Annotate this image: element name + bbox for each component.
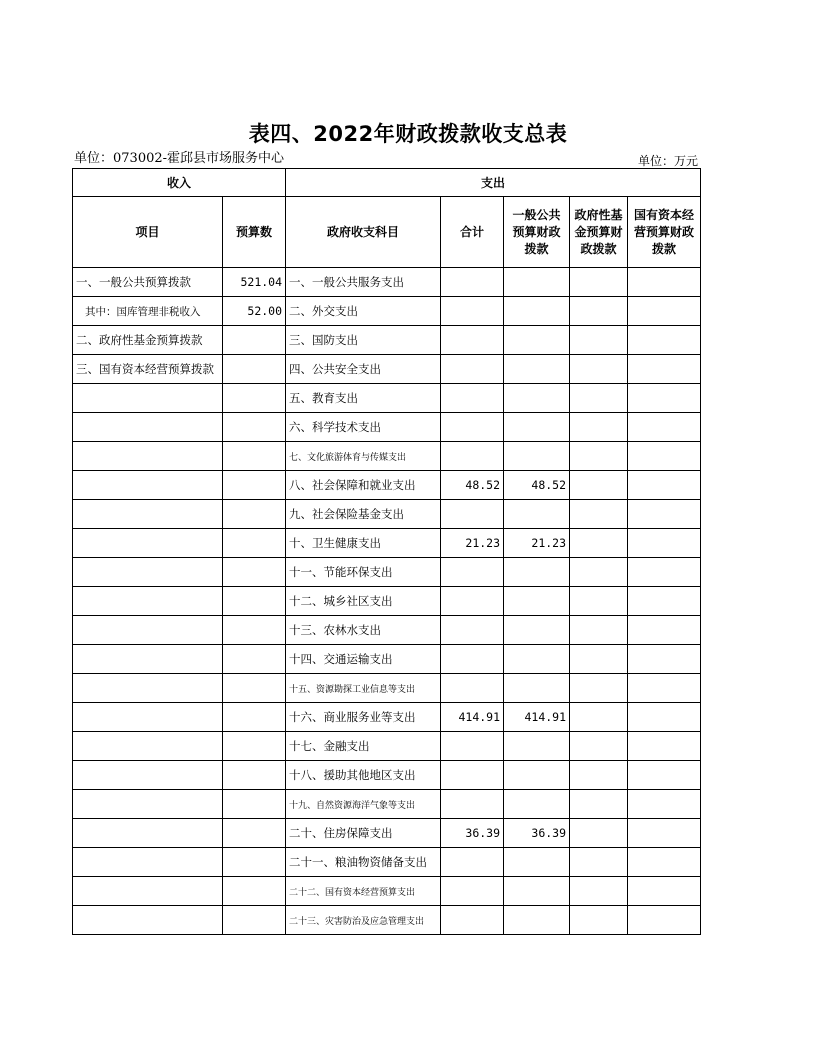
general-budget-cell xyxy=(504,442,570,471)
general-budget-cell xyxy=(504,587,570,616)
fund-budget-cell xyxy=(570,471,628,500)
table-row xyxy=(73,732,701,761)
item-header: 项目 xyxy=(73,197,223,268)
state-capital-cell xyxy=(628,819,701,848)
general-budget-cell xyxy=(504,558,570,587)
expense-subject-cell: 五、教育支出 xyxy=(286,384,441,413)
fund-budget-cell xyxy=(570,587,628,616)
budget-amount-cell xyxy=(223,500,286,529)
income-item-cell xyxy=(73,529,223,558)
table-row xyxy=(73,268,701,297)
expense-header: 支出 xyxy=(286,169,701,197)
table-row xyxy=(73,587,701,616)
expense-subject-cell: 十五、资源勘探工业信息等支出 xyxy=(286,674,441,703)
income-item-cell xyxy=(73,413,223,442)
income-item-cell xyxy=(73,442,223,471)
income-item-cell xyxy=(73,674,223,703)
unit-money: 单位：万元 xyxy=(637,154,698,168)
expense-subject-cell: 二十二、国有资本经营预算支出 xyxy=(286,877,441,906)
general-budget-cell xyxy=(504,877,570,906)
table-row xyxy=(73,413,701,442)
budget-amount-cell xyxy=(223,616,286,645)
table-row xyxy=(73,529,701,558)
general-budget-cell xyxy=(504,500,570,529)
fund-budget-cell xyxy=(570,500,628,529)
income-item-cell xyxy=(73,471,223,500)
table-row xyxy=(73,355,701,384)
table-row xyxy=(73,558,701,587)
expense-subject-cell: 十六、商业服务业等支出 xyxy=(286,703,441,732)
budget-amount-cell xyxy=(223,848,286,877)
state-capital-cell xyxy=(628,761,701,790)
unit-organization: 单位：073002-霍邱县市场服务中心 xyxy=(74,151,285,166)
total-cell xyxy=(441,616,504,645)
income-item-cell xyxy=(73,877,223,906)
table-row xyxy=(73,761,701,790)
fund-budget-cell xyxy=(570,645,628,674)
income-item-cell xyxy=(73,790,223,819)
income-item-cell xyxy=(73,703,223,732)
state-capital-header: 国有资本经营预算财政拨款 xyxy=(628,197,701,268)
general-budget-cell xyxy=(504,326,570,355)
income-item-cell xyxy=(73,906,223,935)
income-item-cell xyxy=(73,384,223,413)
general-budget-cell xyxy=(504,645,570,674)
income-item-cell: 其中：国库管理非税收入 xyxy=(73,297,223,326)
total-cell: 48.52 xyxy=(441,471,504,500)
table-row xyxy=(73,819,701,848)
budget-amount-cell xyxy=(223,819,286,848)
state-capital-cell xyxy=(628,674,701,703)
budget-amount-cell: 52.00 xyxy=(223,297,286,326)
state-capital-cell xyxy=(628,413,701,442)
budget-table xyxy=(72,168,701,935)
fund-budget-cell xyxy=(570,674,628,703)
total-cell xyxy=(441,442,504,471)
budget-amount-cell xyxy=(223,471,286,500)
budget-amount-cell: 521.04 xyxy=(223,268,286,297)
state-capital-cell xyxy=(628,645,701,674)
general-budget-cell xyxy=(504,413,570,442)
expense-subject-cell: 六、科学技术支出 xyxy=(286,413,441,442)
total-cell xyxy=(441,268,504,297)
fund-budget-cell xyxy=(570,906,628,935)
fund-budget-cell xyxy=(570,442,628,471)
total-cell: 21.23 xyxy=(441,529,504,558)
general-budget-cell: 414.91 xyxy=(504,703,570,732)
expense-subject-cell: 二十一、粮油物资储备支出 xyxy=(286,848,441,877)
budget-amount-cell xyxy=(223,790,286,819)
fund-budget-cell xyxy=(570,616,628,645)
table-row xyxy=(73,848,701,877)
expense-subject-cell: 二十、住房保障支出 xyxy=(286,819,441,848)
general-budget-cell: 48.52 xyxy=(504,471,570,500)
budget-amount-cell xyxy=(223,587,286,616)
budget-amount-cell xyxy=(223,326,286,355)
state-capital-cell xyxy=(628,558,701,587)
total-cell xyxy=(441,761,504,790)
table-row xyxy=(73,297,701,326)
state-capital-cell xyxy=(628,877,701,906)
total-header: 合计 xyxy=(441,197,504,268)
general-budget-cell xyxy=(504,384,570,413)
total-cell xyxy=(441,355,504,384)
general-budget-cell xyxy=(504,297,570,326)
total-cell xyxy=(441,587,504,616)
income-item-cell: 一、一般公共预算拨款 xyxy=(73,268,223,297)
income-item-cell xyxy=(73,761,223,790)
table-row xyxy=(73,384,701,413)
expense-subject-cell: 八、社会保障和就业支出 xyxy=(286,471,441,500)
expense-subject-cell: 二、外交支出 xyxy=(286,297,441,326)
budget-amount-cell xyxy=(223,906,286,935)
fund-budget-cell xyxy=(570,703,628,732)
total-cell xyxy=(441,297,504,326)
expense-subject-cell: 十四、交通运输支出 xyxy=(286,645,441,674)
fund-budget-cell xyxy=(570,761,628,790)
income-header: 收入 xyxy=(73,169,286,197)
total-cell xyxy=(441,790,504,819)
expense-subject-cell: 十九、自然资源海洋气象等支出 xyxy=(286,790,441,819)
income-item-cell xyxy=(73,587,223,616)
fund-budget-cell xyxy=(570,877,628,906)
fund-budget-cell xyxy=(570,819,628,848)
state-capital-cell xyxy=(628,529,701,558)
fund-budget-cell xyxy=(570,732,628,761)
total-cell xyxy=(441,645,504,674)
table-row xyxy=(73,326,701,355)
fund-budget-cell xyxy=(570,529,628,558)
state-capital-cell xyxy=(628,297,701,326)
state-capital-cell xyxy=(628,268,701,297)
general-budget-cell: 21.23 xyxy=(504,529,570,558)
total-cell xyxy=(441,500,504,529)
expense-subject-cell: 七、文化旅游体育与传媒支出 xyxy=(286,442,441,471)
fund-budget-cell xyxy=(570,355,628,384)
expense-subject-cell: 十七、金融支出 xyxy=(286,732,441,761)
income-item-cell xyxy=(73,732,223,761)
fund-budget-cell xyxy=(570,558,628,587)
table-row xyxy=(73,674,701,703)
subject-header: 政府收支科目 xyxy=(286,197,441,268)
fund-budget-cell xyxy=(570,413,628,442)
state-capital-cell xyxy=(628,906,701,935)
budget-amount-cell xyxy=(223,558,286,587)
general-budget-cell xyxy=(504,790,570,819)
expense-subject-cell: 九、社会保险基金支出 xyxy=(286,500,441,529)
state-capital-cell xyxy=(628,326,701,355)
income-item-cell: 二、政府性基金预算拨款 xyxy=(73,326,223,355)
state-capital-cell xyxy=(628,355,701,384)
state-capital-cell xyxy=(628,616,701,645)
fund-budget-cell xyxy=(570,326,628,355)
total-cell xyxy=(441,384,504,413)
expense-subject-cell: 一、一般公共服务支出 xyxy=(286,268,441,297)
total-cell xyxy=(441,413,504,442)
budget-amount-cell xyxy=(223,761,286,790)
table-row xyxy=(73,645,701,674)
budget-amount-cell xyxy=(223,529,286,558)
budget-amount-cell xyxy=(223,645,286,674)
general-budget-header: 一般公共预算财政拨款 xyxy=(504,197,570,268)
expense-subject-cell: 四、公共安全支出 xyxy=(286,355,441,384)
income-item-cell xyxy=(73,645,223,674)
state-capital-cell xyxy=(628,587,701,616)
expense-subject-cell: 十一、节能环保支出 xyxy=(286,558,441,587)
total-cell xyxy=(441,732,504,761)
budget-amount-cell xyxy=(223,384,286,413)
fund-budget-cell xyxy=(570,790,628,819)
income-item-cell xyxy=(73,616,223,645)
general-budget-cell xyxy=(504,906,570,935)
budget-amount-cell xyxy=(223,413,286,442)
general-budget-cell xyxy=(504,355,570,384)
total-cell: 36.39 xyxy=(441,819,504,848)
expense-subject-cell: 三、国防支出 xyxy=(286,326,441,355)
general-budget-cell: 36.39 xyxy=(504,819,570,848)
expense-subject-cell: 十三、农林水支出 xyxy=(286,616,441,645)
total-cell xyxy=(441,877,504,906)
table-row xyxy=(73,500,701,529)
income-item-cell xyxy=(73,500,223,529)
state-capital-cell xyxy=(628,703,701,732)
income-item-cell xyxy=(73,848,223,877)
total-cell xyxy=(441,848,504,877)
fund-budget-cell xyxy=(570,384,628,413)
budget-amount-cell xyxy=(223,703,286,732)
budget-amount-cell xyxy=(223,674,286,703)
state-capital-cell xyxy=(628,384,701,413)
budget-amount-cell xyxy=(223,442,286,471)
total-cell xyxy=(441,674,504,703)
state-capital-cell xyxy=(628,500,701,529)
budget-amount-cell xyxy=(223,732,286,761)
table-row xyxy=(73,616,701,645)
state-capital-cell xyxy=(628,848,701,877)
total-cell xyxy=(441,558,504,587)
state-capital-cell xyxy=(628,471,701,500)
general-budget-cell xyxy=(504,616,570,645)
income-item-cell xyxy=(73,819,223,848)
expense-subject-cell: 二十三、灾害防治及应急管理支出 xyxy=(286,906,441,935)
income-item-cell xyxy=(73,558,223,587)
general-budget-cell xyxy=(504,674,570,703)
fund-budget-cell xyxy=(570,848,628,877)
fund-budget-cell xyxy=(570,297,628,326)
general-budget-cell xyxy=(504,761,570,790)
table-row xyxy=(73,442,701,471)
table-row xyxy=(73,877,701,906)
general-budget-cell xyxy=(504,732,570,761)
expense-subject-cell: 十二、城乡社区支出 xyxy=(286,587,441,616)
total-cell xyxy=(441,906,504,935)
general-budget-cell xyxy=(504,848,570,877)
budget-header: 预算数 xyxy=(223,197,286,268)
page-title: 表四、2022年财政拨款收支总表 xyxy=(248,122,568,146)
table-row xyxy=(73,790,701,819)
income-item-cell: 三、国有资本经营预算拨款 xyxy=(73,355,223,384)
table-row xyxy=(73,471,701,500)
table-row xyxy=(73,906,701,935)
fund-budget-header: 政府性基金预算财政拨款 xyxy=(570,197,628,268)
state-capital-cell xyxy=(628,732,701,761)
general-budget-cell xyxy=(504,268,570,297)
budget-amount-cell xyxy=(223,355,286,384)
state-capital-cell xyxy=(628,442,701,471)
state-capital-cell xyxy=(628,790,701,819)
total-cell xyxy=(441,326,504,355)
table-row xyxy=(73,703,701,732)
total-cell: 414.91 xyxy=(441,703,504,732)
expense-subject-cell: 十八、援助其他地区支出 xyxy=(286,761,441,790)
expense-subject-cell: 十、卫生健康支出 xyxy=(286,529,441,558)
fund-budget-cell xyxy=(570,268,628,297)
budget-amount-cell xyxy=(223,877,286,906)
